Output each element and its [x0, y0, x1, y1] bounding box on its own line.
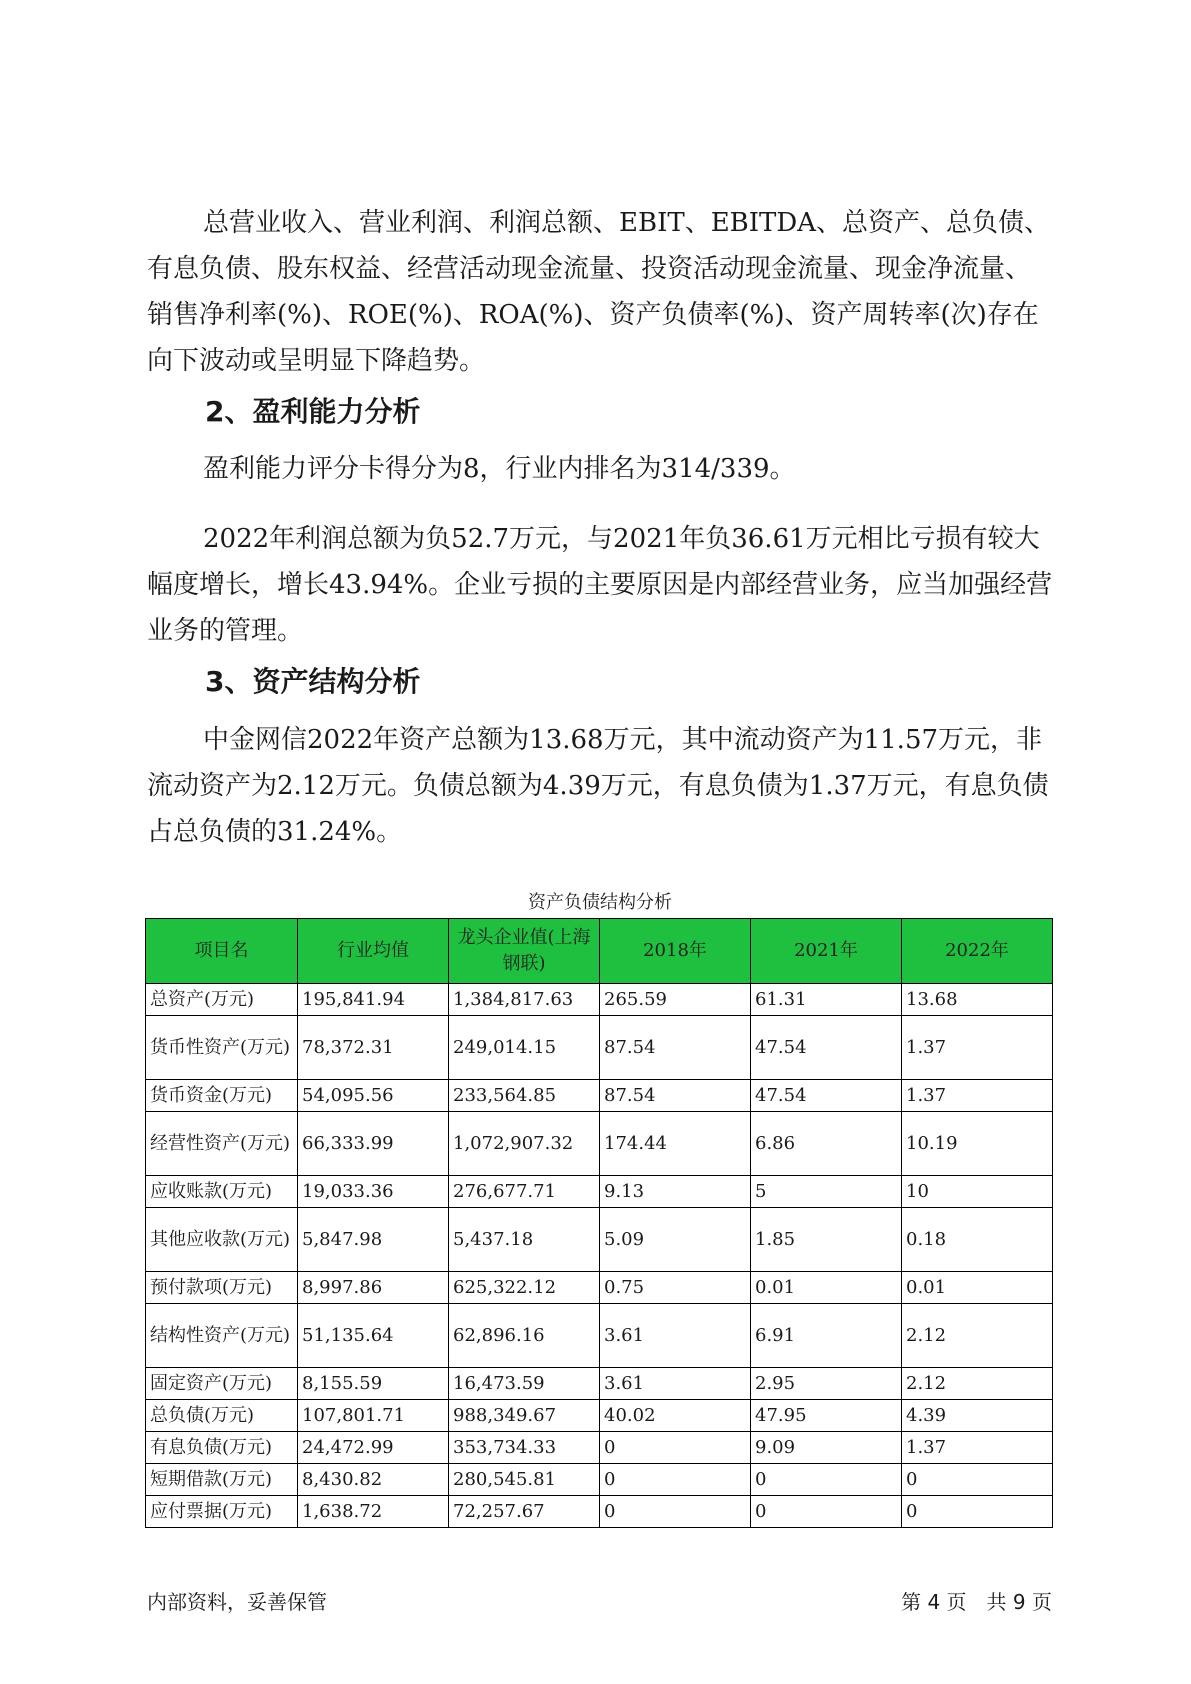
table-cell: 4.39 [902, 1400, 1053, 1432]
table-cell: 54,095.56 [298, 1080, 449, 1112]
footer-page-number [901, 1587, 1052, 1617]
table-row [146, 1016, 1053, 1080]
table-row [146, 1112, 1053, 1176]
table-cell: 0.75 [600, 1272, 751, 1304]
table-row [146, 1464, 1053, 1496]
table-row [146, 1176, 1053, 1208]
row-label: 应收账款(万元) [146, 1176, 298, 1208]
table-cell: 0 [751, 1464, 902, 1496]
table-cell: 1.85 [751, 1208, 902, 1272]
table-caption: 资产负债结构分析 [528, 892, 672, 913]
table-cell: 3.61 [600, 1304, 751, 1368]
balance-structure-table [145, 918, 1053, 1528]
table-cell: 1,384,817.63 [449, 984, 600, 1016]
row-label: 有息负债(万元) [146, 1432, 298, 1464]
table-cell: 8,997.86 [298, 1272, 449, 1304]
table-cell: 0 [751, 1496, 902, 1528]
table-cell: 8,430.82 [298, 1464, 449, 1496]
row-label: 短期借款(万元) [146, 1464, 298, 1496]
row-label: 应付票据(万元) [146, 1496, 298, 1528]
table-cell: 276,677.71 [449, 1176, 600, 1208]
table-cell: 10 [902, 1176, 1053, 1208]
table-cell: 51,135.64 [298, 1304, 449, 1368]
table-cell: 87.54 [600, 1016, 751, 1080]
table-header-row [146, 919, 1053, 984]
table-row [146, 1432, 1053, 1464]
paragraph-trend: 总营业收入、营业利润、利润总额、EBIT、EBITDA、总资产、总负债、有息负债、股东权益、经营活动现金流量、投资活动现金流量、现金净流量、销售净利率(%)、ROE(%)、ROA(%)、资产负债率(%)、资产周转率(次)存在向下波动或呈明显下降趋势。 [147, 208, 1051, 376]
table-cell: 353,734.33 [449, 1432, 600, 1464]
table-cell: 47.95 [751, 1400, 902, 1432]
row-label: 总负债(万元) [146, 1400, 298, 1432]
table-cell: 0 [600, 1464, 751, 1496]
table-row [146, 1496, 1053, 1528]
table-cell: 249,014.15 [449, 1016, 600, 1080]
table-cell: 5 [751, 1176, 902, 1208]
table-cell: 1.37 [902, 1432, 1053, 1464]
table-cell: 1.37 [902, 1080, 1053, 1112]
table-cell: 3.61 [600, 1368, 751, 1400]
table-row [146, 1368, 1053, 1400]
table-cell: 5,437.18 [449, 1208, 600, 1272]
table-cell: 47.54 [751, 1080, 902, 1112]
table-row [146, 1400, 1053, 1432]
table-cell: 0 [902, 1464, 1053, 1496]
table-cell: 72,257.67 [449, 1496, 600, 1528]
table-cell: 233,564.85 [449, 1080, 600, 1112]
table-cell: 5,847.98 [298, 1208, 449, 1272]
table-cell: 2.12 [902, 1304, 1053, 1368]
table-cell: 47.54 [751, 1016, 902, 1080]
section-heading-asset-structure: 3、资产结构分析 [205, 665, 421, 698]
paragraph-assets: 中金网信2022年资产总额为13.68万元，其中流动资产为11.57万元，非流动资产为2.12万元。负债总额为4.39万元，有息负债为1.37万元，有息负债占总负债的31.24%。 [147, 725, 1049, 847]
column-header: 行业均值 [298, 919, 449, 984]
column-header: 2021年 [751, 919, 902, 984]
table-cell: 0.18 [902, 1208, 1053, 1272]
table-cell: 1,638.72 [298, 1496, 449, 1528]
table-cell: 9.09 [751, 1432, 902, 1464]
table-cell: 1,072,907.32 [449, 1112, 600, 1176]
table-cell: 10.19 [902, 1112, 1053, 1176]
table-cell: 9.13 [600, 1176, 751, 1208]
table-cell: 265.59 [600, 984, 751, 1016]
table-cell: 66,333.99 [298, 1112, 449, 1176]
table-cell: 0 [902, 1496, 1053, 1528]
table-cell: 62,896.16 [449, 1304, 600, 1368]
table-row [146, 1208, 1053, 1272]
row-label: 总资产(万元) [146, 984, 298, 1016]
column-header: 2022年 [902, 919, 1053, 984]
table-row [146, 1272, 1053, 1304]
row-label: 货币资金(万元) [146, 1080, 298, 1112]
table-row [146, 984, 1053, 1016]
table-cell: 24,472.99 [298, 1432, 449, 1464]
footer-confidential-note: 内部资料，妥善保管 [147, 1590, 327, 1614]
paragraph-scorecard: 盈利能力评分卡得分为8，行业内排名为314/339。 [203, 454, 796, 484]
table-cell: 0 [600, 1432, 751, 1464]
table-cell: 5.09 [600, 1208, 751, 1272]
table-cell: 625,322.12 [449, 1272, 600, 1304]
table-cell: 0.01 [902, 1272, 1053, 1304]
table-cell: 2.95 [751, 1368, 902, 1400]
row-label: 固定资产(万元) [146, 1368, 298, 1400]
row-label: 预付款项(万元) [146, 1272, 298, 1304]
table-row [146, 1080, 1053, 1112]
paragraph-profit: 2022年利润总额为负52.7万元，与2021年负36.61万元相比亏损有较大幅度增长，增长43.94%。企业亏损的主要原因是内部经营业务，应当加强经营业务的管理。 [147, 524, 1053, 646]
table-cell: 8,155.59 [298, 1368, 449, 1400]
table-cell: 61.31 [751, 984, 902, 1016]
page-total: 共 9 页 [986, 1590, 1052, 1614]
table-cell: 0 [600, 1496, 751, 1528]
row-label: 其他应收款(万元) [146, 1208, 298, 1272]
table-cell: 107,801.71 [298, 1400, 449, 1432]
column-header: 项目名 [146, 919, 298, 984]
table-cell: 6.91 [751, 1304, 902, 1368]
table-cell: 78,372.31 [298, 1016, 449, 1080]
table-cell: 16,473.59 [449, 1368, 600, 1400]
table-cell: 87.54 [600, 1080, 751, 1112]
table-cell: 174.44 [600, 1112, 751, 1176]
table-cell: 2.12 [902, 1368, 1053, 1400]
table-cell: 0.01 [751, 1272, 902, 1304]
table-cell: 40.02 [600, 1400, 751, 1432]
table-row [146, 1304, 1053, 1368]
table-cell: 1.37 [902, 1016, 1053, 1080]
page-current: 第 4 页 [901, 1590, 967, 1614]
column-header: 龙头企业值(上海钢联) [449, 919, 600, 984]
table-cell: 6.86 [751, 1112, 902, 1176]
row-label: 经营性资产(万元) [146, 1112, 298, 1176]
column-header: 2018年 [600, 919, 751, 984]
table-cell: 988,349.67 [449, 1400, 600, 1432]
row-label: 结构性资产(万元) [146, 1304, 298, 1368]
table-cell: 13.68 [902, 984, 1053, 1016]
section-heading-profitability: 2、盈利能力分析 [205, 395, 421, 428]
table-cell: 195,841.94 [298, 984, 449, 1016]
table-cell: 280,545.81 [449, 1464, 600, 1496]
row-label: 货币性资产(万元) [146, 1016, 298, 1080]
table-cell: 19,033.36 [298, 1176, 449, 1208]
